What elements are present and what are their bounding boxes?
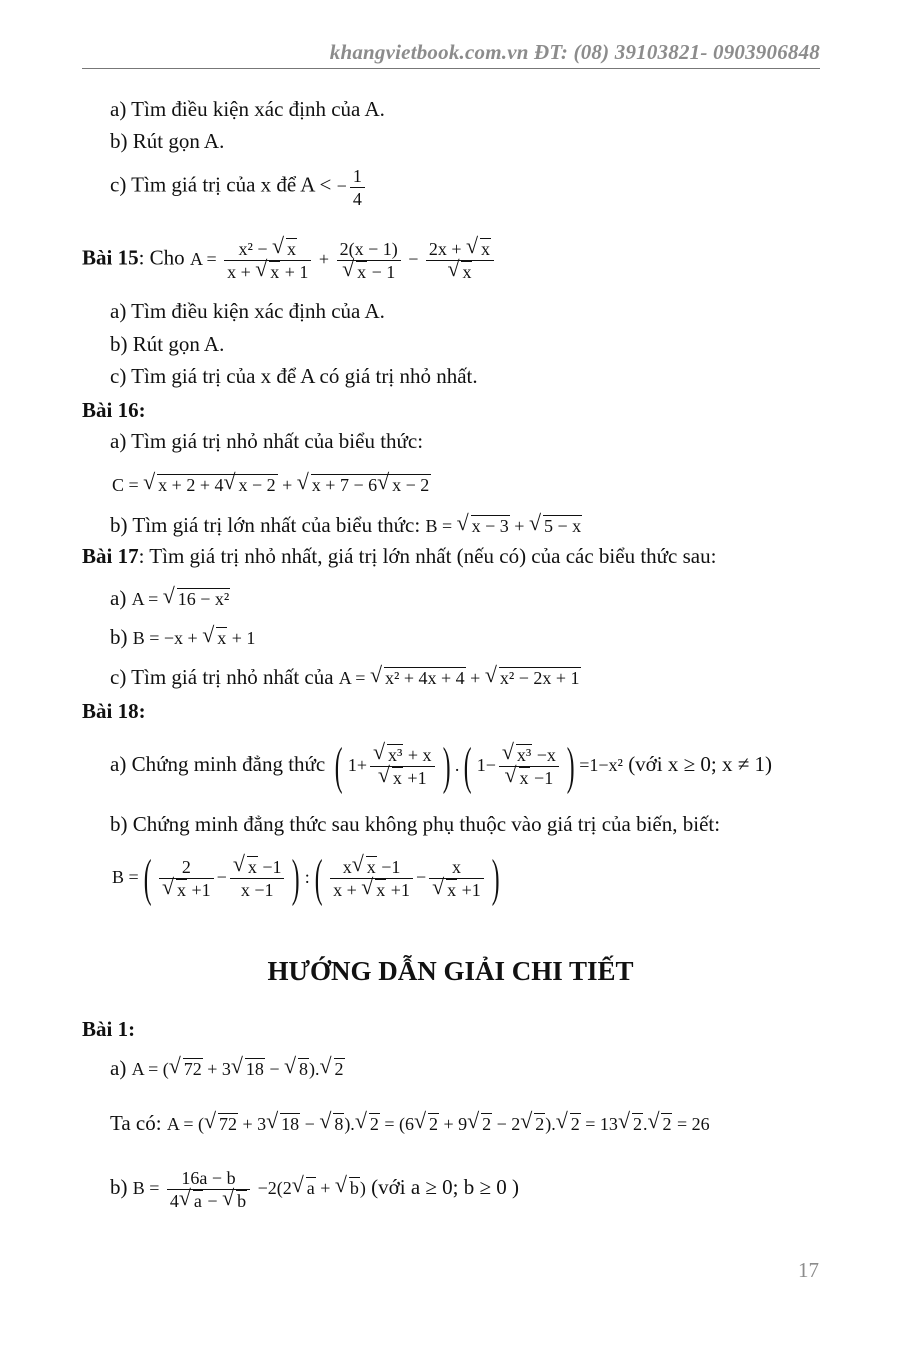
p16-b	[110, 512, 582, 539]
p15-intro: : Cho	[138, 245, 185, 270]
p16-b-text: b) Tìm giá trị lớn nhất của biểu thức:	[110, 513, 421, 537]
p18-b: b) Chứng minh đẳng thức sau không phụ thuộc vào giá trị của biến, biết:	[110, 812, 721, 836]
p14-c-formula: − $\frac{1}{4}$	[337, 176, 368, 196]
p15-line	[82, 233, 497, 283]
sol-a	[110, 1055, 345, 1082]
sol-taco-formula: A = ( √ 72 + 3 √ 18 − √ 8). √ 2 = (6 √ 2 + 9 √ 2 − 2 √ 2). √ 2 = 13 √ 2. √ 2 = 26	[166, 1108, 710, 1134]
p14-a: a) Tìm điều kiện xác định của A.	[110, 97, 385, 121]
p18-a-cond: (với x ≥ 0; x ≠ 1)	[628, 752, 772, 776]
page-header	[82, 38, 820, 69]
p15-formula: A = x² − √ x x + √ x + 1 + 2(x − 1) √ x − 1 − 2x + √ x √ x	[190, 249, 497, 269]
sol-b-formula: B = 16a − b 4 √ a − √ b −2(2 √ a + √ b)	[132, 1168, 366, 1212]
p16-a: a) Tìm giá trị nhỏ nhất của biểu thức:	[110, 429, 424, 453]
sol-b	[110, 1160, 519, 1214]
p18-a	[110, 733, 772, 795]
p17-a	[110, 585, 230, 612]
p17-line	[82, 543, 716, 569]
sol-taco-label: Ta có:	[110, 1111, 162, 1135]
p17-c-text: c) Tìm giá trị nhỏ nhất của	[110, 665, 334, 689]
p14-b: b) Rút gọn A.	[110, 129, 225, 153]
p17-c-formula: A = √ x² + 4x + 4 + √ x² − 2x + 1	[338, 662, 580, 688]
sol-taco	[110, 1110, 710, 1137]
sol-bai1: Bài 1:	[82, 1017, 136, 1041]
p15-a: a) Tìm điều kiện xác định của A.	[110, 299, 385, 323]
p16-label: Bài 16:	[82, 398, 146, 422]
p15-b: b) Rút gọn A.	[110, 332, 225, 356]
p17-label: Bài 17	[82, 544, 139, 568]
p17-b-label: b)	[110, 625, 128, 649]
p18-label: Bài 18:	[82, 699, 146, 723]
p17-c	[110, 664, 581, 691]
p17-b	[110, 624, 255, 651]
sol-b-cond: (với a ≥ 0; b ≥ 0 )	[371, 1175, 520, 1199]
p18-label-text: Bài 18	[82, 699, 139, 723]
sol-bai1-text: Bài 1	[82, 1017, 129, 1041]
p18-b-formula: B =( 2 √ x +1 − √ x −1 x −1 ) :( x √ x −1 x + √ x +1 − x √ x +1 )	[112, 849, 500, 907]
p15-c: c) Tìm giá trị của x để A có giá trị nhỏ nhất.	[110, 364, 478, 388]
p18-a-text: a) Chứng minh đẳng thức	[110, 752, 326, 776]
p15-label: Bài 15	[82, 245, 139, 270]
p18-a-formula: ( 1+ √ x³ + x √ x +1 ) .( 1− √ x³ −x √ x −1 ) =1−x²	[335, 737, 623, 795]
p17-a-label: a)	[110, 586, 127, 610]
p16-b-formula: B = √ x − 3 + √ 5 − x	[425, 510, 582, 536]
p14-c-text: c) Tìm giá trị của x để A <	[110, 172, 332, 197]
sol-a-formula: A = ( √ 72 + 3 √ 18 − √ 8). √ 2	[131, 1053, 344, 1079]
sol-b-label: b)	[110, 1175, 128, 1199]
p16-a-formula: C = √ x + 2 + 4 √ x − 2 + √ x + 7 − 6 √ x − 2	[112, 469, 430, 495]
p17-b-formula: B = −x + √ x + 1	[132, 622, 256, 648]
p17-intro: : Tìm giá trị nhỏ nhất, giá trị lớn nhất (nếu có) của các biểu thức sau:	[138, 544, 717, 568]
solution-title: HƯỚNG DẪN GIẢI CHI TIẾT	[267, 956, 634, 986]
header-text: khangvietbook.com.vn ĐT: (08) 39103821- 0903906848	[329, 40, 820, 64]
p14-c	[110, 165, 368, 210]
page-number: 17	[798, 1258, 819, 1282]
p17-a-formula: A = √ 16 − x²	[131, 583, 230, 609]
sol-a-label: a)	[110, 1056, 127, 1080]
p16-label-text: Bài 16	[82, 398, 139, 422]
